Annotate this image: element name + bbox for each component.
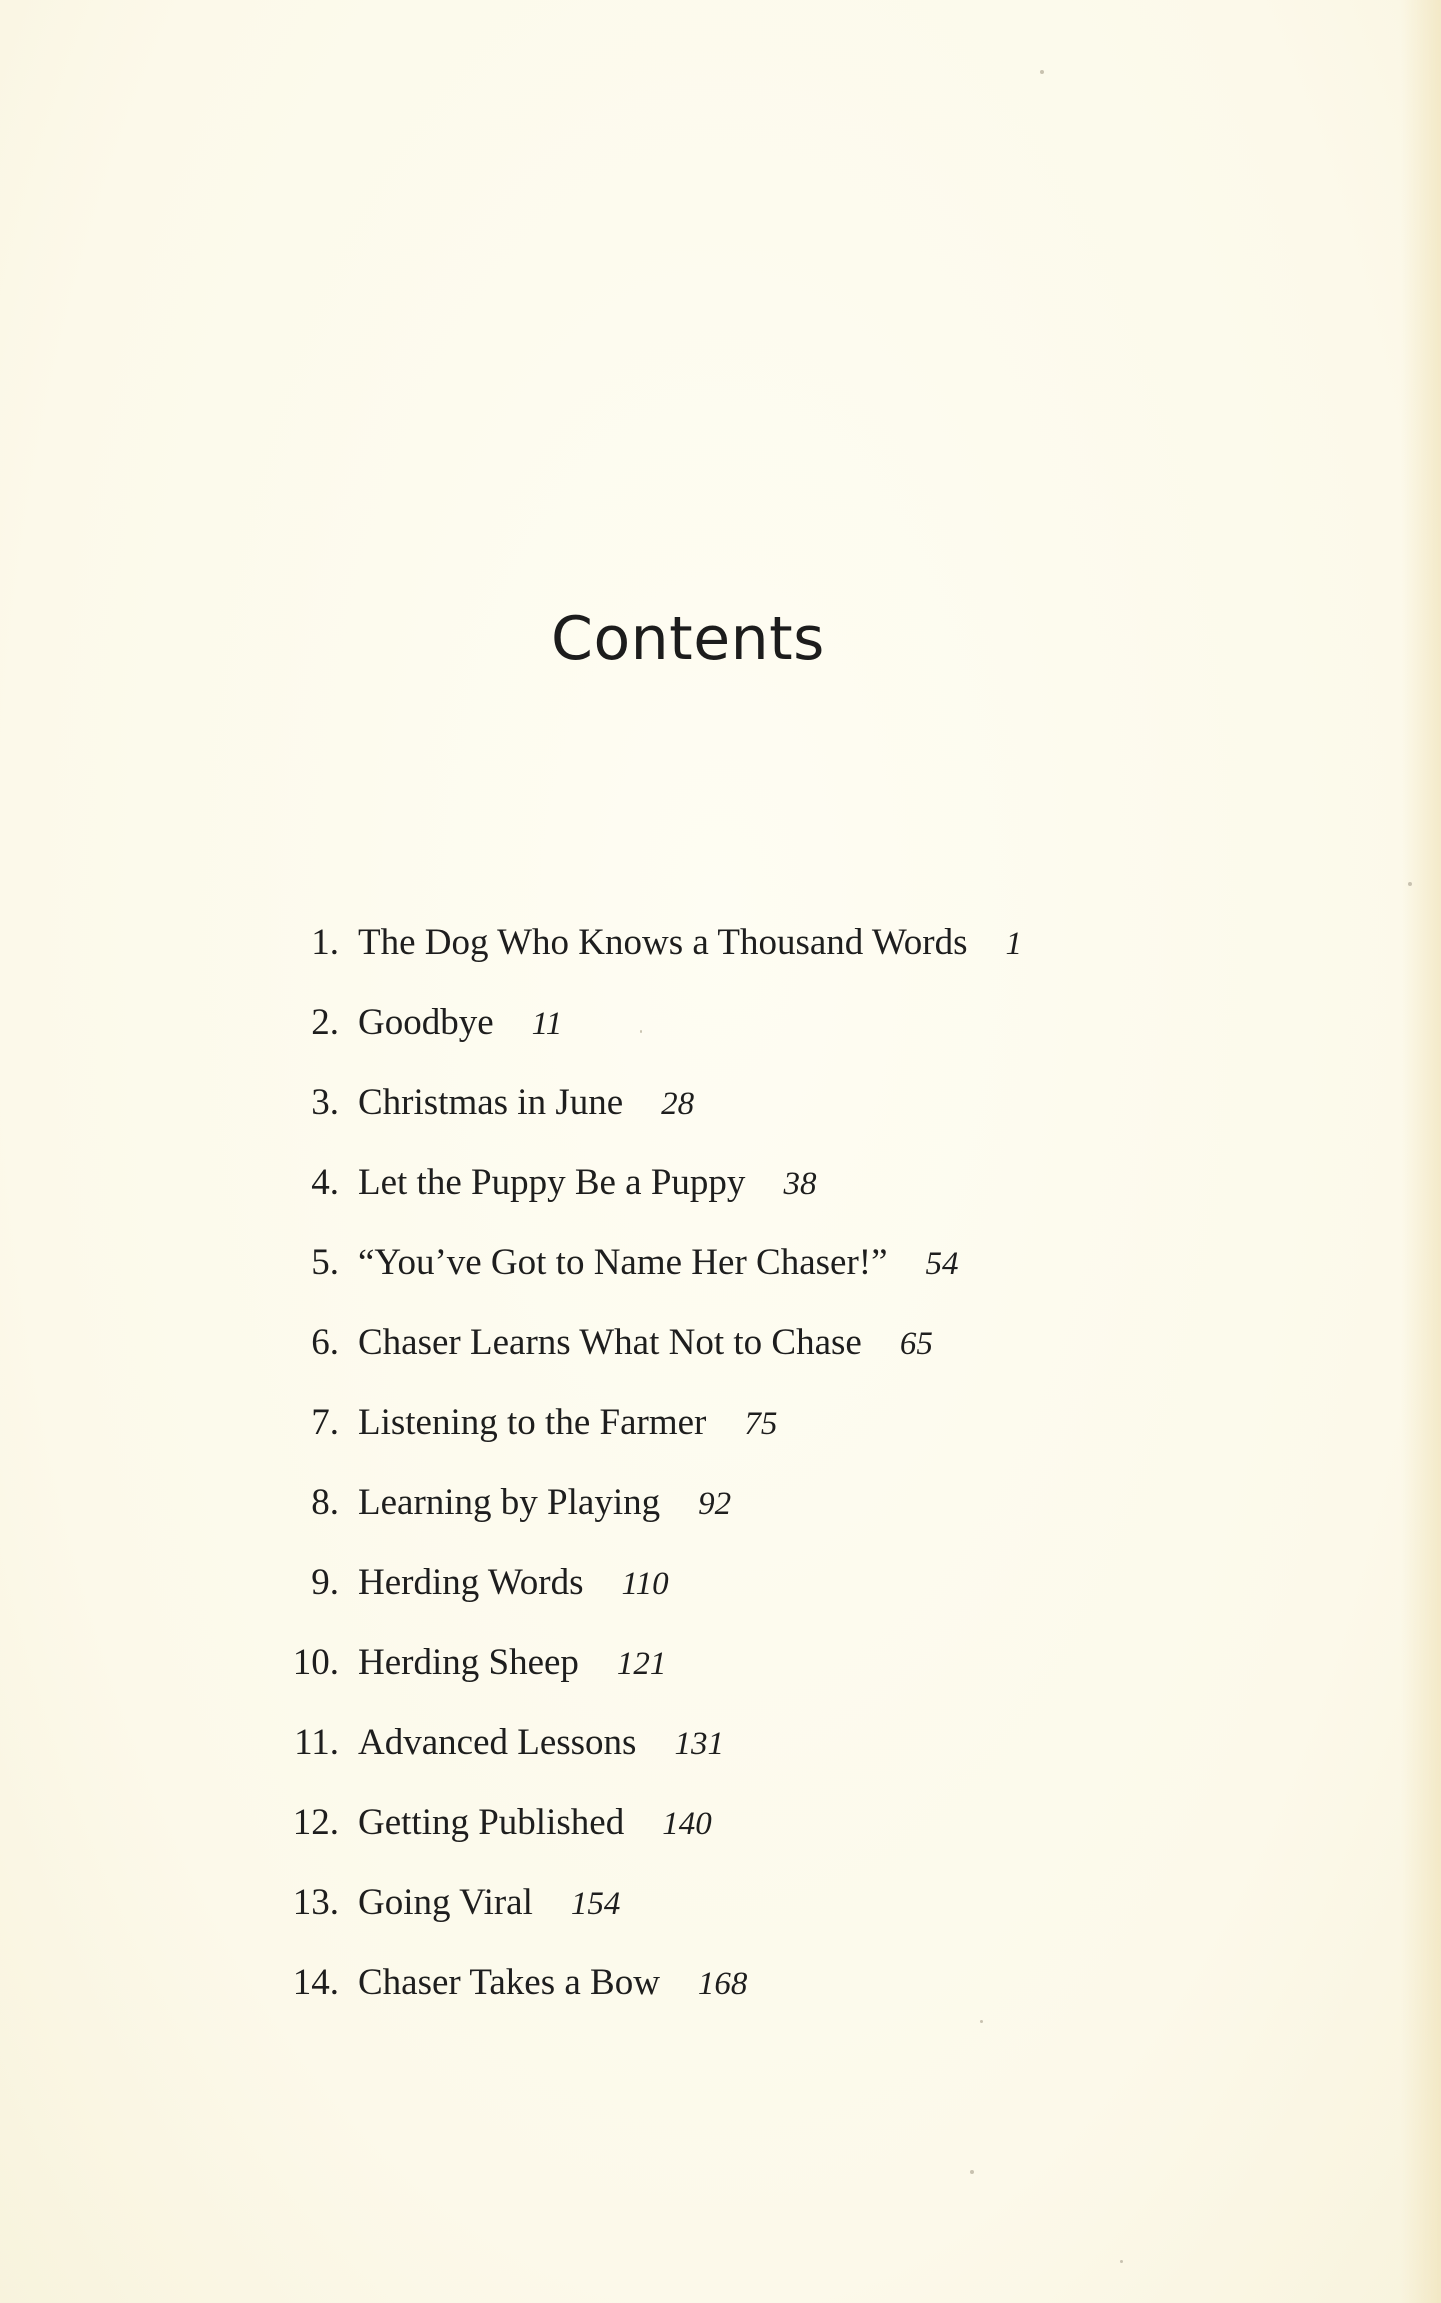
paper-speck (1120, 2260, 1123, 2263)
chapter-number: 12. (292, 1802, 339, 1843)
page-number: 38 (783, 1166, 817, 1202)
chapter-number: 6. (311, 1322, 339, 1363)
chapter-title: Advanced Lessons (358, 1722, 637, 1763)
page-number: 75 (744, 1406, 778, 1442)
toc-entry[interactable] (0, 1465, 1441, 1545)
page-number: 154 (570, 1886, 621, 1922)
page-number: 168 (697, 1966, 748, 2002)
chapter-number: 10. (292, 1642, 339, 1683)
chapter-number: 7. (311, 1402, 339, 1443)
toc-entry[interactable] (0, 1385, 1441, 1465)
chapter-title: Listening to the Farmer (358, 1402, 707, 1443)
chapter-title: Chaser Learns What Not to Chase (358, 1322, 862, 1363)
page-number: 131 (674, 1726, 724, 1762)
chapter-title: “You’ve Got to Name Her Chaser!” (358, 1242, 888, 1283)
toc-entry[interactable] (0, 1065, 1441, 1145)
toc-entry[interactable] (0, 1945, 1441, 2025)
page-number: 110 (621, 1566, 669, 1602)
chapter-number: 5. (311, 1242, 339, 1283)
chapter-title: Let the Puppy Be a Puppy (358, 1162, 746, 1203)
toc-entry[interactable] (0, 985, 1441, 1065)
page-number: 54 (925, 1246, 959, 1282)
chapter-title: Chaser Takes a Bow (358, 1962, 660, 2003)
chapter-number: 4. (311, 1162, 339, 1203)
page-title: Contents (551, 604, 825, 674)
page-number: 11 (531, 1006, 563, 1042)
chapter-title: Christmas in June (358, 1082, 624, 1123)
chapter-title: Getting Published (358, 1802, 625, 1843)
toc-entry[interactable] (0, 1785, 1441, 1865)
page-number: 92 (698, 1486, 732, 1522)
page-number: 140 (662, 1806, 712, 1842)
chapter-number: 11. (294, 1722, 339, 1763)
page-number: 65 (899, 1326, 933, 1362)
chapter-title: Goodbye (358, 1002, 494, 1043)
chapter-title: The Dog Who Knows a Thousand Words (358, 922, 968, 963)
page-number: 121 (616, 1646, 667, 1682)
toc-entry[interactable] (0, 1145, 1441, 1225)
page-number: 28 (661, 1086, 695, 1122)
toc-entry[interactable] (0, 1305, 1441, 1385)
chapter-number: 8. (311, 1482, 339, 1523)
chapter-number: 1. (311, 922, 339, 963)
toc-entry[interactable] (0, 1225, 1441, 1305)
toc-entry[interactable] (0, 1865, 1441, 1945)
toc-entry[interactable] (0, 1545, 1441, 1625)
toc-entry[interactable] (0, 905, 1441, 985)
chapter-number: 13. (292, 1882, 339, 1923)
table-of-contents (0, 905, 1441, 2025)
paper-speck (1040, 70, 1044, 74)
page-number: 1 (1005, 926, 1023, 962)
chapter-title: Herding Sheep (358, 1642, 579, 1683)
toc-entry[interactable] (0, 1705, 1441, 1785)
chapter-title: Going Viral (358, 1882, 533, 1923)
chapter-number: 3. (311, 1082, 339, 1123)
toc-entry[interactable] (0, 1625, 1441, 1705)
paper-speck (1408, 882, 1412, 886)
chapter-number: 2. (311, 1002, 339, 1043)
chapter-number: 14. (292, 1962, 339, 2003)
chapter-title: Learning by Playing (358, 1482, 661, 1523)
chapter-title: Herding Words (358, 1562, 584, 1603)
chapter-number: 9. (311, 1562, 339, 1603)
paper-speck (970, 2170, 974, 2174)
